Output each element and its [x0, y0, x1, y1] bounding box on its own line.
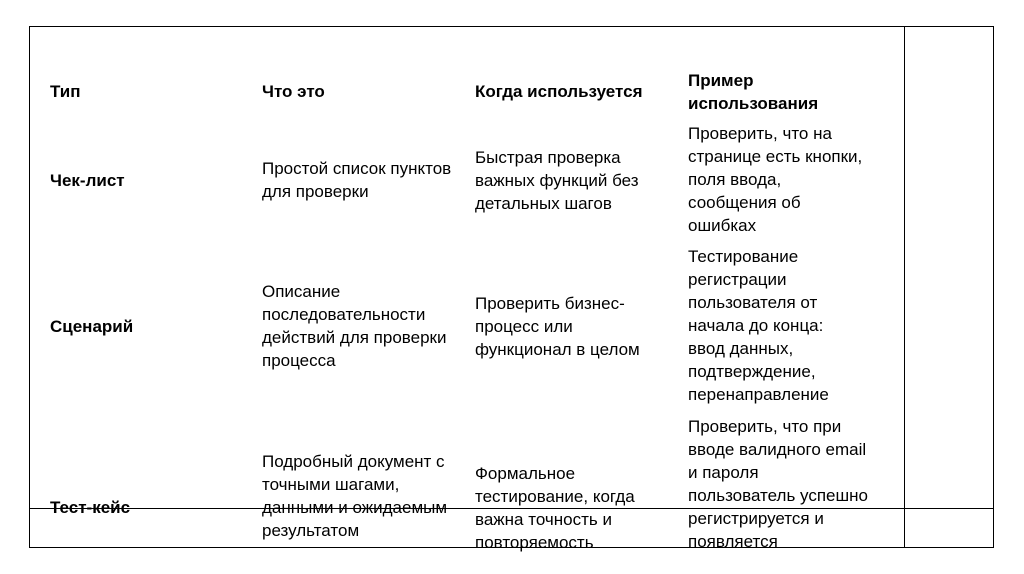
row-example: Проверить, что на странице есть кнопки, поля ввода, сообщения об ошибках: [688, 124, 863, 235]
row-example: Проверить, что при вводе валидного email и пароля пользователь успешно регистрируется и появляется: [688, 417, 868, 551]
row-when: Проверить бизнес-процесс или функционал в целом: [475, 294, 640, 359]
row-type: Чек-лист: [50, 171, 125, 190]
header-what: Что это: [262, 82, 325, 101]
row-when: Быстрая проверка важных функций без детальных шагов: [475, 148, 639, 213]
row-example: Тестирование регистрации пользователя от начала до конца: ввод данных, подтверждение, перенаправление: [688, 247, 829, 404]
row-what: Описание последовательности действий для проверки процесса: [262, 282, 447, 370]
row-when: Формальное тестирование, когда важна точность и повторяемость: [475, 464, 635, 552]
row-type: Сценарий: [50, 317, 134, 336]
row-type: Тест-кейс: [50, 498, 131, 517]
row-what: Подробный документ с точными шагами, данными и ожидаемым результатом: [262, 452, 448, 540]
header-type: Тип: [50, 82, 81, 101]
header-when: Когда используется: [475, 82, 643, 101]
row-what: Простой список пунктов для проверки: [262, 159, 452, 201]
table-column-divider: [904, 26, 905, 548]
header-example: Пример использования: [688, 71, 819, 113]
